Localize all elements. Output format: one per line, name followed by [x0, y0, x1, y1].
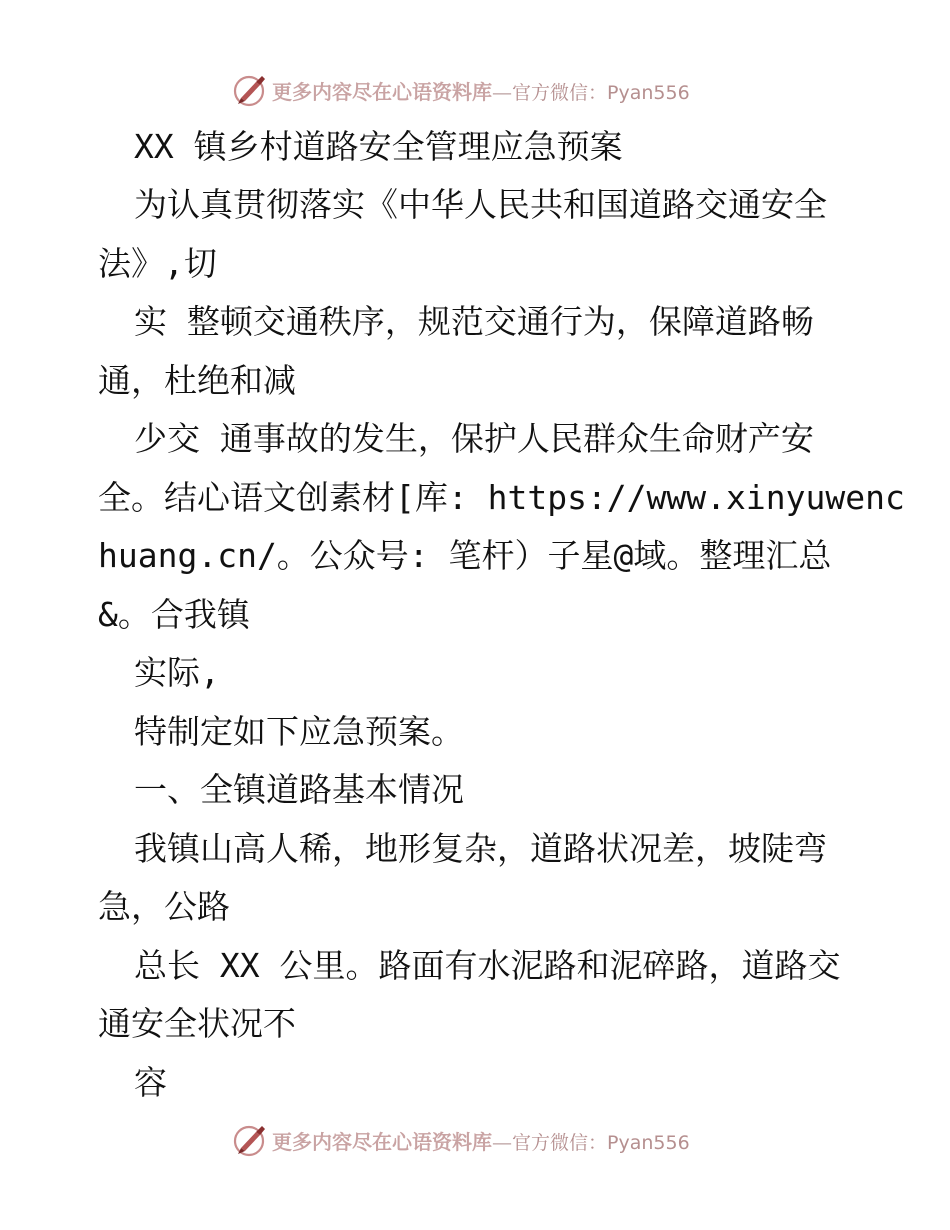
paragraph-line: 为认真贯彻落实《中华人民共和国道路交通安全 — [134, 185, 827, 224]
paragraph-line: huang.cn/。公众号: 笔杆）子星@域。整理汇总 — [98, 536, 832, 575]
paragraph-line: &。合我镇 — [98, 595, 250, 634]
paragraph-line: 通，杜绝和减 — [98, 361, 296, 400]
document-title: XX 镇乡村道路安全管理应急预案 — [134, 127, 623, 166]
paragraph-line: 我镇山高人稀，地形复杂，道路状况差，坡陡弯 — [134, 829, 827, 868]
watermark-title: 更多内容尽在心语资料库 — [272, 1129, 492, 1154]
watermark-separator: — — [492, 79, 512, 104]
paragraph-line: 急，公路 — [98, 887, 230, 926]
pen-logo-icon — [232, 1122, 268, 1158]
paragraph-line: 通安全状况不 — [98, 1004, 296, 1043]
watermark-wechat: 官方微信：Pyan556 — [512, 81, 690, 104]
watermark-title: 更多内容尽在心语资料库 — [272, 79, 492, 104]
watermark-separator: — — [492, 1129, 512, 1154]
paragraph-line: 实 整顿交通秩序，规范交通行为，保障道路畅 — [134, 302, 814, 341]
section-heading: 一、全镇道路基本情况 — [134, 770, 464, 809]
paragraph-line: 少交 通事故的发生，保护人民群众生命财产安 — [134, 419, 814, 458]
paragraph-line: 容 — [134, 1063, 167, 1102]
paragraph-line: 实际, — [134, 653, 220, 692]
watermark-banner-bottom — [232, 1122, 752, 1158]
paragraph-line: 总长 XX 公里。路面有水泥路和泥碎路，道路交 — [134, 946, 841, 985]
watermark-wechat: 官方微信：Pyan556 — [512, 1131, 690, 1154]
paragraph-line: 特制定如下应急预案。 — [134, 712, 464, 751]
paragraph-line: 全。结心语文创素材[库: https://www.xinyuwenc — [98, 478, 905, 517]
watermark-text — [272, 1126, 690, 1155]
paragraph-line: 法》,切 — [98, 244, 217, 283]
